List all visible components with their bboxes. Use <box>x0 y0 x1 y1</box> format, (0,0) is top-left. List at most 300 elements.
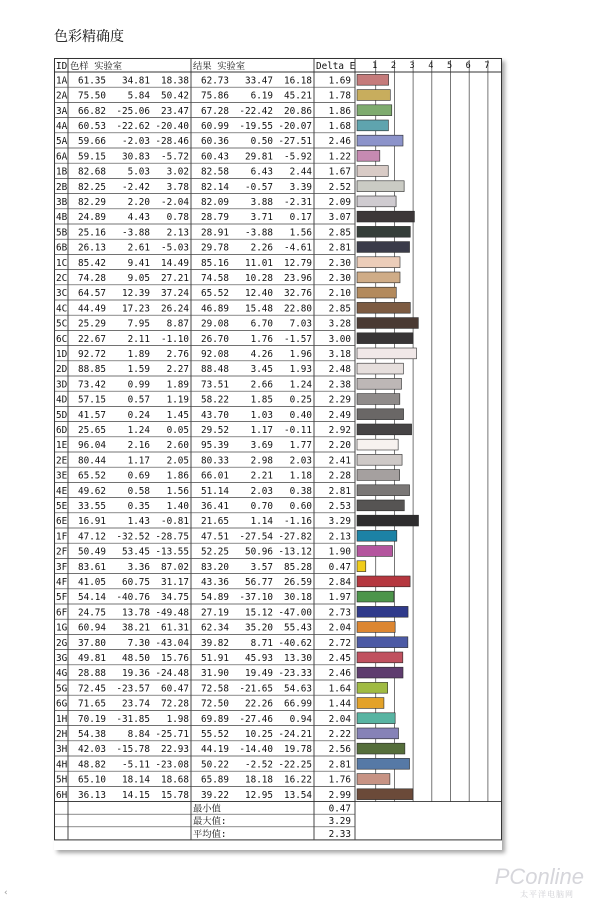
cell-ref-3F-1: 3.36 <box>127 561 150 573</box>
watermark-logo: PConline <box>494 864 584 889</box>
cell-res-1G-0: 62.34 <box>201 622 229 634</box>
cell-id-3C: 3C <box>56 288 68 300</box>
cell-res-3F-2: 85.28 <box>284 561 312 573</box>
cell-res-1B-2: 2.44 <box>289 166 312 178</box>
cell-id-4F: 4F <box>56 577 68 588</box>
delta-e-bar-1D <box>357 348 416 359</box>
cell-id-3F: 3F <box>56 561 68 573</box>
cell-delta-e-1C: 2.30 <box>328 257 351 269</box>
cell-ref-3A-0: 66.82 <box>78 105 106 117</box>
cell-ref-4F-2: 31.17 <box>161 577 189 588</box>
cell-res-1F-2: -27.82 <box>278 531 312 543</box>
tick-label-5: 5 <box>446 61 453 71</box>
cell-res-4H-0: 50.22 <box>201 759 229 771</box>
cell-ref-3D-0: 73.42 <box>78 379 106 391</box>
cell-delta-e-2F: 1.90 <box>328 546 351 558</box>
cell-id-2A: 2A <box>56 90 68 102</box>
cell-delta-e-1A: 1.69 <box>328 75 351 87</box>
tick-label-7: 7 <box>484 61 490 71</box>
cell-ref-5F-0: 54.14 <box>78 592 106 604</box>
cell-res-4A-2: -20.07 <box>278 121 312 132</box>
cell-id-1D: 1D <box>56 349 68 360</box>
cell-ref-4F-0: 41.05 <box>78 577 106 588</box>
cell-ref-6B-1: 2.61 <box>127 242 150 254</box>
cell-ref-4C-2: 26.24 <box>161 303 189 315</box>
cell-res-5E-1: 0.70 <box>250 501 273 512</box>
cell-ref-2G-2: -43.04 <box>155 637 189 649</box>
delta-e-bar-3E <box>357 470 400 481</box>
cell-ref-1B-2: 3.02 <box>166 166 189 178</box>
cell-delta-e-2D: 2.48 <box>328 364 351 376</box>
cell-id-6D: 6D <box>56 425 68 436</box>
cell-res-6E-0: 21.65 <box>201 516 229 528</box>
cell-ref-6A-2: -5.72 <box>161 151 189 163</box>
cell-ref-6G-2: 72.28 <box>161 698 189 710</box>
cell-ref-6G-1: 23.74 <box>122 698 150 710</box>
cell-res-2A-0: 75.86 <box>201 90 229 102</box>
cell-res-6H-2: 13.54 <box>284 789 312 801</box>
cell-ref-4E-2: 1.56 <box>166 485 189 497</box>
cell-ref-2F-0: 50.49 <box>78 546 106 558</box>
cell-ref-6C-0: 22.67 <box>78 333 106 345</box>
delta-e-bar-4B <box>357 211 414 222</box>
cell-res-3C-0: 65.52 <box>201 288 229 300</box>
cell-res-5B-2: 1.56 <box>289 227 312 239</box>
cell-res-3A-1: -22.42 <box>239 105 273 117</box>
header-result-lab: 结果 实验室 <box>193 61 246 72</box>
cell-res-1A-1: 33.47 <box>245 75 273 87</box>
cell-id-2D: 2D <box>56 364 68 376</box>
cell-ref-6B-2: -5.03 <box>161 242 189 254</box>
cell-id-4A: 4A <box>56 121 68 132</box>
watermark-subtitle: 太平洋电脑网 <box>520 890 574 899</box>
cell-delta-e-5G: 1.64 <box>328 683 351 695</box>
cell-res-2G-0: 39.82 <box>201 637 229 649</box>
cell-ref-2B-1: -2.42 <box>122 181 150 193</box>
cell-delta-e-2E: 2.41 <box>328 455 351 467</box>
tick-label-6: 6 <box>465 61 471 71</box>
cell-ref-3B-2: -2.04 <box>161 197 189 208</box>
delta-e-bar-5E <box>357 500 404 511</box>
delta-e-bar-4H <box>357 758 410 769</box>
delta-e-bar-3A <box>357 105 392 116</box>
cell-res-5H-2: 16.22 <box>284 774 312 786</box>
cell-res-3E-2: 1.18 <box>289 470 312 482</box>
cell-ref-1H-0: 70.19 <box>78 713 106 725</box>
cell-id-6B: 6B <box>56 242 68 254</box>
cell-res-4E-0: 51.14 <box>201 485 229 497</box>
cell-ref-2D-2: 2.27 <box>166 364 189 376</box>
cell-ref-5C-2: 8.87 <box>166 318 189 330</box>
cell-id-3D: 3D <box>56 379 68 391</box>
cell-res-2B-2: 3.39 <box>289 181 312 193</box>
cell-delta-e-4G: 2.46 <box>328 668 351 680</box>
cell-ref-1E-2: 2.60 <box>166 440 189 452</box>
delta-e-bar-5A <box>357 135 403 146</box>
cell-ref-5F-2: 34.75 <box>161 592 189 604</box>
cell-id-4D: 4D <box>56 394 68 406</box>
cell-res-1A-2: 16.18 <box>284 75 312 87</box>
cell-ref-5A-2: -28.46 <box>155 136 189 148</box>
cell-res-5C-0: 29.08 <box>201 318 229 330</box>
cell-res-6G-2: 66.99 <box>284 698 312 710</box>
corner-arrow-icon: ‹ <box>4 888 8 898</box>
cell-ref-4C-0: 44.49 <box>78 303 106 315</box>
cell-ref-6C-1: 2.11 <box>127 333 150 345</box>
cell-ref-3D-2: 1.89 <box>166 379 189 391</box>
cell-res-6A-0: 60.43 <box>201 151 229 163</box>
cell-ref-6E-0: 16.91 <box>78 516 106 528</box>
cell-ref-3D-1: 0.99 <box>127 379 150 391</box>
cell-ref-2D-0: 88.85 <box>78 364 106 376</box>
cell-id-3B: 3B <box>56 197 68 208</box>
cell-ref-5G-0: 72.45 <box>78 683 106 695</box>
cell-res-4B-1: 3.71 <box>250 212 273 224</box>
cell-ref-6E-1: 1.43 <box>127 516 150 528</box>
cell-res-4B-2: 0.17 <box>289 212 312 224</box>
cell-res-5F-0: 54.89 <box>201 592 229 604</box>
cell-ref-3B-1: 2.20 <box>127 197 150 208</box>
cell-res-2H-1: 10.25 <box>245 729 273 740</box>
cell-ref-6G-0: 71.65 <box>78 698 106 710</box>
cell-res-5D-2: 0.40 <box>289 409 312 421</box>
cell-res-2F-2: -13.12 <box>278 546 312 558</box>
delta-e-bar-6C <box>357 333 413 344</box>
cell-ref-1A-2: 18.38 <box>161 75 189 87</box>
cell-id-2G: 2G <box>56 637 68 649</box>
cell-id-6F: 6F <box>56 607 68 619</box>
cell-ref-3E-0: 65.52 <box>78 470 106 482</box>
cell-res-5C-1: 6.70 <box>250 318 273 330</box>
cell-res-1F-0: 47.51 <box>201 531 229 543</box>
stat-label-max: 最大值: <box>193 816 227 828</box>
cell-res-6H-0: 39.22 <box>201 789 229 801</box>
delta-e-bar-3G <box>357 652 403 663</box>
cell-delta-e-4D: 2.29 <box>328 394 351 406</box>
delta-e-bar-3C <box>357 287 396 298</box>
delta-e-bar-2E <box>357 454 402 465</box>
cell-res-4G-1: 19.49 <box>245 668 273 680</box>
cell-delta-e-5F: 1.97 <box>328 592 351 604</box>
cell-delta-e-1G: 2.04 <box>328 622 351 634</box>
cell-ref-6B-0: 26.13 <box>78 242 106 254</box>
cell-delta-e-4A: 1.68 <box>328 121 351 132</box>
cell-res-5E-2: 0.60 <box>289 501 312 512</box>
cell-res-6D-0: 29.52 <box>201 425 229 436</box>
cell-res-5B-1: -3.88 <box>245 227 273 239</box>
cell-res-5A-0: 60.36 <box>201 136 229 148</box>
delta-e-bar-6B <box>357 242 410 253</box>
cell-res-3F-0: 83.20 <box>201 561 229 573</box>
stat-label-min: 最小值 <box>193 803 221 815</box>
cell-ref-5B-1: -3.88 <box>122 227 150 239</box>
cell-delta-e-5C: 3.28 <box>328 318 351 330</box>
cell-id-1H: 1H <box>56 713 68 725</box>
cell-delta-e-6C: 3.00 <box>328 333 351 345</box>
cell-res-1H-2: 0.94 <box>289 713 312 725</box>
cell-ref-4G-0: 28.88 <box>78 668 106 680</box>
cell-ref-6A-1: 30.83 <box>122 151 150 163</box>
delta-e-bar-1G <box>357 622 395 633</box>
cell-res-1G-1: 35.20 <box>245 622 273 634</box>
cell-ref-1G-0: 60.94 <box>78 622 106 634</box>
cell-ref-1F-1: -32.52 <box>116 531 150 543</box>
cell-ref-2F-2: -13.55 <box>155 546 189 558</box>
cell-delta-e-6F: 2.73 <box>328 607 351 619</box>
cell-res-4E-1: 2.03 <box>250 485 273 497</box>
cell-ref-3C-2: 37.24 <box>161 288 189 300</box>
cell-res-2D-2: 1.93 <box>289 364 312 376</box>
cell-ref-3G-1: 48.50 <box>122 653 150 664</box>
cell-delta-e-3G: 2.45 <box>328 653 351 664</box>
cell-delta-e-5A: 2.46 <box>328 136 351 148</box>
cell-ref-1H-1: -31.85 <box>116 713 150 725</box>
cell-ref-4B-2: 0.78 <box>166 212 189 224</box>
cell-delta-e-6H: 2.99 <box>328 789 351 801</box>
cell-res-6E-1: 1.14 <box>250 516 273 528</box>
cell-res-6G-1: 22.26 <box>245 698 273 710</box>
cell-id-5H: 5H <box>56 774 68 786</box>
cell-ref-2C-0: 74.28 <box>78 273 106 284</box>
delta-e-bar-5F <box>357 591 394 602</box>
cell-delta-e-1B: 1.67 <box>328 166 351 178</box>
cell-delta-e-4E: 2.81 <box>328 485 351 497</box>
cell-res-5G-0: 72.58 <box>201 683 229 695</box>
cell-ref-3F-2: 87.02 <box>161 561 189 573</box>
delta-e-bar-2D <box>357 363 403 374</box>
cell-id-1A: 1A <box>56 75 68 87</box>
cell-ref-2G-1: 7.30 <box>127 637 150 649</box>
cell-res-5F-1: -37.10 <box>239 592 273 604</box>
cell-ref-2B-2: 3.78 <box>166 181 189 193</box>
cell-id-1C: 1C <box>56 257 68 269</box>
cell-ref-1D-0: 92.72 <box>78 349 106 360</box>
delta-e-bar-6H <box>357 789 413 800</box>
cell-res-2H-2: -24.21 <box>278 729 312 740</box>
cell-res-2G-1: 8.71 <box>250 637 273 649</box>
cell-delta-e-1D: 3.18 <box>328 349 351 360</box>
cell-ref-4C-1: 17.23 <box>122 303 150 315</box>
cell-res-5H-0: 65.89 <box>201 774 229 786</box>
cell-delta-e-2G: 2.72 <box>328 637 351 649</box>
cell-res-3H-0: 44.19 <box>201 744 229 756</box>
cell-ref-1B-1: 5.03 <box>127 166 150 178</box>
cell-ref-3H-2: 22.93 <box>161 744 189 756</box>
cell-ref-2A-0: 75.50 <box>78 90 106 102</box>
delta-e-chart <box>54 58 502 850</box>
cell-ref-3B-0: 82.29 <box>78 197 106 208</box>
cell-ref-4A-2: -20.40 <box>155 121 189 132</box>
cell-id-5D: 5D <box>56 409 68 421</box>
cell-ref-4H-0: 48.82 <box>78 759 106 771</box>
cell-ref-3A-1: -25.06 <box>116 105 150 117</box>
cell-res-6D-1: 1.17 <box>250 425 273 436</box>
cell-res-3D-1: 2.66 <box>250 379 273 391</box>
cell-id-2H: 2H <box>56 729 68 740</box>
cell-id-1G: 1G <box>56 622 68 634</box>
cell-ref-6F-1: 13.78 <box>122 607 150 619</box>
cell-res-1C-0: 85.16 <box>201 257 229 269</box>
cell-ref-4B-0: 24.89 <box>78 212 106 224</box>
cell-res-4F-2: 26.59 <box>284 577 312 588</box>
cell-ref-3F-0: 83.61 <box>78 561 106 573</box>
cell-res-1B-0: 82.58 <box>201 166 229 178</box>
cell-ref-5G-1: -23.57 <box>116 683 150 695</box>
cell-res-6B-1: 2.26 <box>250 242 273 254</box>
header-delta-e: Delta E <box>316 61 356 72</box>
cell-id-1F: 1F <box>56 531 68 543</box>
cell-res-5E-0: 36.41 <box>201 501 229 512</box>
delta-e-bar-2C <box>357 272 400 283</box>
cell-res-4F-0: 43.36 <box>201 577 229 588</box>
cell-id-3E: 3E <box>56 470 68 482</box>
cell-ref-3G-2: 15.76 <box>161 653 189 664</box>
cell-id-2C: 2C <box>56 273 68 284</box>
cell-ref-5D-2: 1.45 <box>166 409 189 421</box>
delta-e-bar-5G <box>357 682 388 693</box>
cell-id-5F: 5F <box>56 592 68 604</box>
cell-ref-2H-1: 8.84 <box>127 729 150 740</box>
cell-res-3G-1: 45.93 <box>245 653 273 664</box>
cell-ref-1D-1: 1.89 <box>127 349 150 360</box>
cell-res-1E-0: 95.39 <box>201 440 229 452</box>
tick-label-1: 1 <box>372 61 378 71</box>
cell-id-5B: 5B <box>56 227 68 239</box>
cell-id-5C: 5C <box>56 318 68 330</box>
cell-res-2B-0: 82.14 <box>201 181 229 193</box>
cell-ref-5D-0: 41.57 <box>78 409 106 421</box>
cell-res-3B-2: -2.31 <box>284 197 312 208</box>
cell-res-4G-0: 31.90 <box>201 668 229 680</box>
cell-res-1D-1: 4.26 <box>250 349 273 360</box>
cell-ref-1B-0: 82.68 <box>78 166 106 178</box>
cell-res-6F-1: 15.12 <box>245 607 273 619</box>
cell-ref-6D-1: 1.24 <box>127 425 150 436</box>
cell-res-1D-0: 92.08 <box>201 349 229 360</box>
cell-res-1H-1: -27.46 <box>239 713 273 725</box>
header-id: ID <box>56 61 68 72</box>
cell-ref-5B-0: 25.16 <box>78 227 106 239</box>
cell-res-4C-2: 22.80 <box>284 303 312 315</box>
stat-value-avg: 2.33 <box>328 828 351 840</box>
cell-delta-e-5D: 2.49 <box>328 409 351 421</box>
cell-res-1C-2: 12.79 <box>284 257 312 269</box>
cell-id-6G: 6G <box>56 698 68 710</box>
cell-res-1G-2: 55.43 <box>284 622 312 634</box>
delta-e-bar-4E <box>357 485 410 496</box>
cell-res-4B-0: 28.79 <box>201 212 229 224</box>
cell-ref-1C-2: 14.49 <box>161 257 189 269</box>
cell-res-3B-1: 3.88 <box>250 197 273 208</box>
header-reference-lab: 色样 实验室 <box>70 61 123 72</box>
cell-res-1E-1: 3.69 <box>250 440 273 452</box>
cell-id-1B: 1B <box>56 166 68 178</box>
cell-ref-6H-2: 15.78 <box>161 789 189 801</box>
delta-e-bar-4A <box>357 120 388 131</box>
cell-res-2F-0: 52.25 <box>201 546 229 558</box>
color-accuracy-table <box>54 58 502 850</box>
cell-res-3F-1: 3.57 <box>250 561 273 573</box>
cell-res-1H-0: 69.89 <box>201 713 229 725</box>
cell-id-6C: 6C <box>56 333 68 345</box>
delta-e-bar-6E <box>357 515 419 526</box>
cell-res-6H-1: 12.95 <box>245 789 273 801</box>
delta-e-bar-1B <box>357 166 388 177</box>
cell-ref-4H-1: -5.11 <box>122 759 150 771</box>
cell-delta-e-6A: 1.22 <box>328 151 351 163</box>
cell-id-3H: 3H <box>56 744 68 756</box>
tick-label-2: 2 <box>390 61 396 71</box>
cell-res-3G-2: 13.30 <box>284 653 312 664</box>
delta-e-bar-3F <box>357 561 366 572</box>
cell-ref-6E-2: -0.81 <box>161 516 189 528</box>
cell-ref-3H-1: -15.78 <box>116 744 150 756</box>
cell-ref-1H-2: 1.98 <box>166 713 189 725</box>
cell-res-1D-2: 1.96 <box>289 349 312 360</box>
cell-res-1A-0: 62.73 <box>201 75 229 87</box>
delta-e-bar-2F <box>357 546 393 557</box>
cell-ref-3E-1: 0.69 <box>127 470 150 482</box>
delta-e-bar-3H <box>357 743 405 754</box>
cell-ref-2H-2: -25.71 <box>155 729 189 740</box>
cell-delta-e-3H: 2.56 <box>328 744 351 756</box>
cell-res-5C-2: 7.03 <box>289 318 312 330</box>
cell-res-2F-1: 50.96 <box>245 546 273 558</box>
cell-ref-5F-1: -40.76 <box>116 592 150 604</box>
cell-res-3A-0: 67.28 <box>201 105 229 117</box>
cell-ref-6D-2: 0.05 <box>166 425 189 436</box>
cell-res-2C-1: 10.28 <box>245 273 273 284</box>
cell-res-2A-2: 45.21 <box>284 90 312 102</box>
cell-delta-e-4C: 2.85 <box>328 303 351 315</box>
cell-res-6G-0: 72.50 <box>201 698 229 710</box>
cell-res-2E-2: 2.03 <box>289 455 312 467</box>
cell-ref-4A-0: 60.53 <box>78 121 106 132</box>
cell-ref-3C-0: 64.57 <box>78 288 106 300</box>
cell-ref-2E-1: 1.17 <box>127 455 150 467</box>
cell-ref-2E-2: 2.05 <box>166 455 189 467</box>
cell-ref-2F-1: 53.45 <box>122 546 150 558</box>
cell-res-4F-1: 56.77 <box>245 577 273 588</box>
cell-res-2G-2: -40.62 <box>278 637 312 649</box>
cell-ref-5H-0: 65.10 <box>78 774 106 786</box>
cell-id-2E: 2E <box>56 455 68 467</box>
cell-id-4C: 4C <box>56 303 68 315</box>
cell-delta-e-4F: 2.84 <box>328 577 351 588</box>
cell-res-1F-1: -27.54 <box>239 531 273 543</box>
cell-ref-1F-0: 47.12 <box>78 531 106 543</box>
cell-res-3C-1: 12.40 <box>245 288 273 300</box>
cell-delta-e-2C: 2.30 <box>328 273 351 284</box>
cell-res-5A-2: -27.51 <box>278 136 312 148</box>
cell-ref-4D-0: 57.15 <box>78 394 106 406</box>
cell-ref-3A-2: 23.47 <box>161 105 189 117</box>
cell-res-6B-0: 29.78 <box>201 242 229 254</box>
tick-label-4: 4 <box>428 61 434 71</box>
delta-e-bar-4G <box>357 667 403 678</box>
delta-e-bar-1E <box>357 439 398 450</box>
cell-res-5D-0: 43.70 <box>201 409 229 421</box>
delta-e-bar-6F <box>357 606 408 617</box>
cell-ref-1C-0: 85.42 <box>78 257 106 269</box>
cell-ref-2B-0: 82.25 <box>78 181 106 193</box>
cell-ref-5G-2: 60.47 <box>161 683 189 695</box>
cell-res-2D-0: 88.48 <box>201 364 229 376</box>
cell-res-4C-1: 15.48 <box>245 303 273 315</box>
cell-ref-4A-1: -22.62 <box>116 121 150 132</box>
cell-res-6C-2: -1.57 <box>284 333 312 345</box>
cell-res-6F-0: 27.19 <box>201 607 229 619</box>
